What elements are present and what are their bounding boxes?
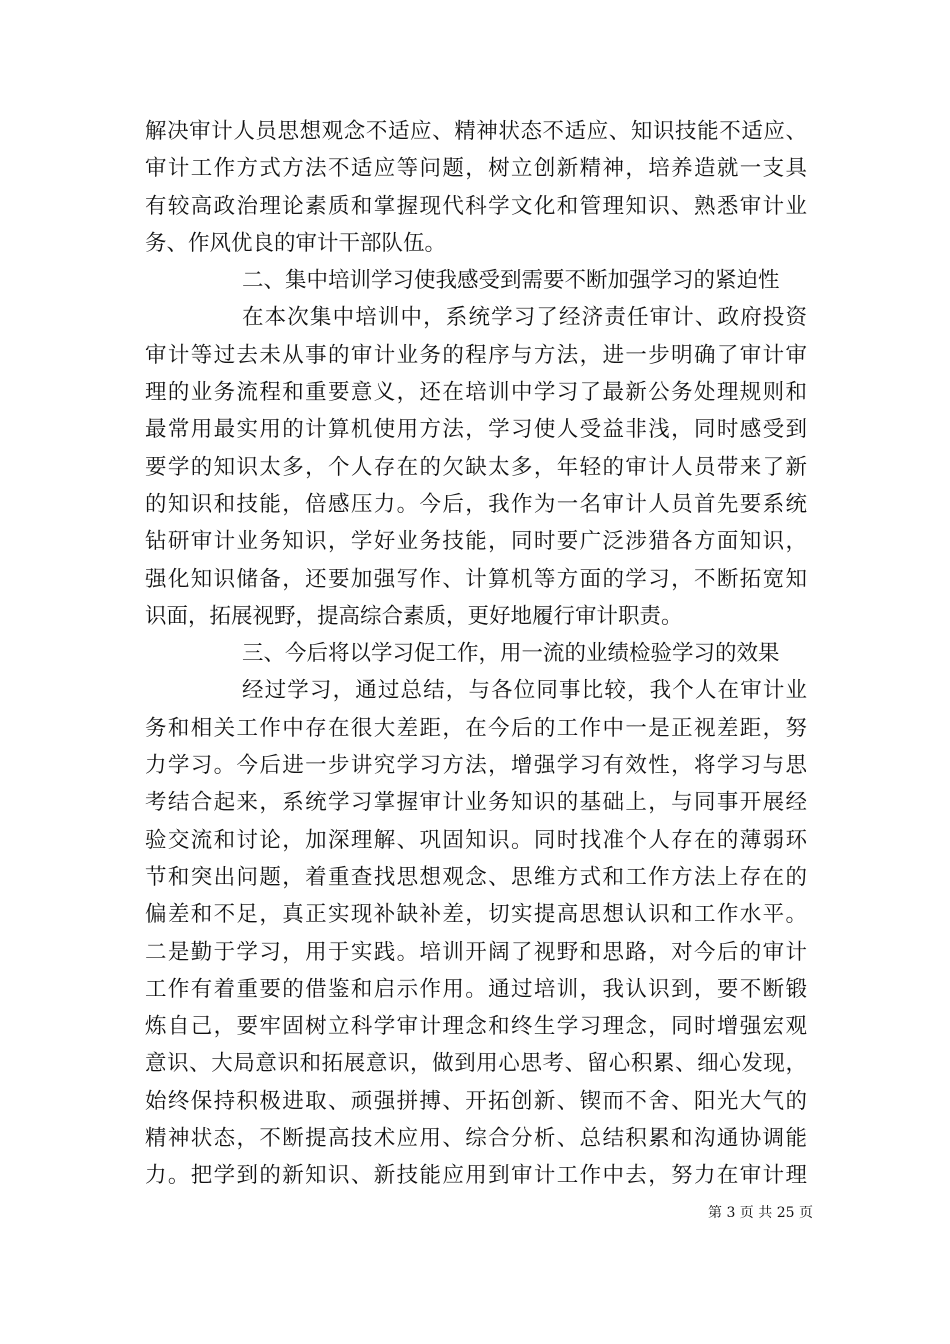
text-line: 要学的知识太多，个人存在的欠缺太多，年轻的审计人员带来了新	[145, 454, 807, 480]
text-line: 验交流和讨论，加深理解、巩固知识。同时找准个人存在的薄弱环	[145, 827, 807, 853]
text-line: 二是勤于学习，用于实践。培训开阔了视野和思路，对今后的审计	[145, 939, 807, 965]
text-line: 工作有着重要的借鉴和启示作用。通过培训，我认识到，要不断锻	[145, 976, 807, 1002]
text-line: 考结合起来，系统学习掌握审计业务知识的基础上，与同事开展经	[145, 790, 807, 816]
text-line: 在本次集中培训中，系统学习了经济责任审计、政府投资	[242, 305, 807, 331]
text-line: 始终保持积极进取、顽强拼搏、开拓创新、锲而不舍、阳光大气的	[145, 1088, 807, 1114]
section-heading: 二、集中培训学习使我感受到需要不断加强学习的紧迫性	[242, 268, 780, 294]
text-line: 审计等过去未从事的审计业务的程序与方法，进一步明确了审计审	[145, 342, 807, 368]
text-line: 炼自己，要牢固树立科学审计理念和终生学习理念，同时增强宏观	[145, 1014, 807, 1040]
text-line: 意识、大局意识和拓展意识，做到用心思考、留心积累、细心发现，	[145, 1051, 807, 1077]
text-line: 审计工作方式方法不适应等问题，树立创新精神，培养造就一支具	[145, 156, 807, 182]
text-line: 强化知识储备，还要加强写作、计算机等方面的学习，不断拓宽知	[145, 566, 807, 592]
text-line: 务和相关工作中存在很大差距，在今后的工作中一是正视差距，努	[145, 715, 807, 741]
text-line: 最常用最实用的计算机使用方法，学习使人受益非浅，同时感受到	[145, 417, 807, 443]
page-number: 第 3 页 共 25 页	[708, 1205, 813, 1221]
text-line: 解决审计人员思想观念不适应、精神状态不适应、知识技能不适应、	[145, 119, 807, 144]
text-line: 有较高政治理论素质和掌握现代科学文化和管理知识、熟悉审计业	[145, 193, 807, 219]
body-text	[145, 113, 807, 1195]
section-heading: 三、今后将以学习促工作，用一流的业绩检验学习的效果	[242, 641, 780, 667]
text-line: 经过学习，通过总结，与各位同事比较，我个人在审计业	[242, 678, 807, 704]
text-line: 节和突出问题，着重查找思想观念、思维方式和工作方法上存在的	[145, 864, 807, 890]
text-line: 的知识和技能，倍感压力。今后，我作为一名审计人员首先要系统	[145, 491, 807, 517]
text-line: 钻研审计业务知识，学好业务技能，同时要广泛涉猎各方面知识，	[145, 529, 807, 555]
text-line: 力学习。今后进一步讲究学习方法，增强学习有效性，将学习与思	[145, 753, 807, 779]
text-line: 精神状态，不断提高技术应用、综合分析、总结积累和沟通协调能	[145, 1126, 807, 1152]
text-line: 力。把学到的新知识、新技能应用到审计工作中去，努力在审计理	[145, 1163, 807, 1189]
text-line: 理的业务流程和重要意义，还在培训中学习了最新公务处理规则和	[145, 380, 807, 406]
text-line: 偏差和不足，真正实现补缺补差，切实提高思想认识和工作水平。	[145, 902, 807, 928]
text-line: 识面，拓展视野，提高综合素质，更好地履行审计职责。	[145, 603, 683, 629]
text-line: 务、作风优良的审计干部队伍。	[145, 230, 447, 256]
